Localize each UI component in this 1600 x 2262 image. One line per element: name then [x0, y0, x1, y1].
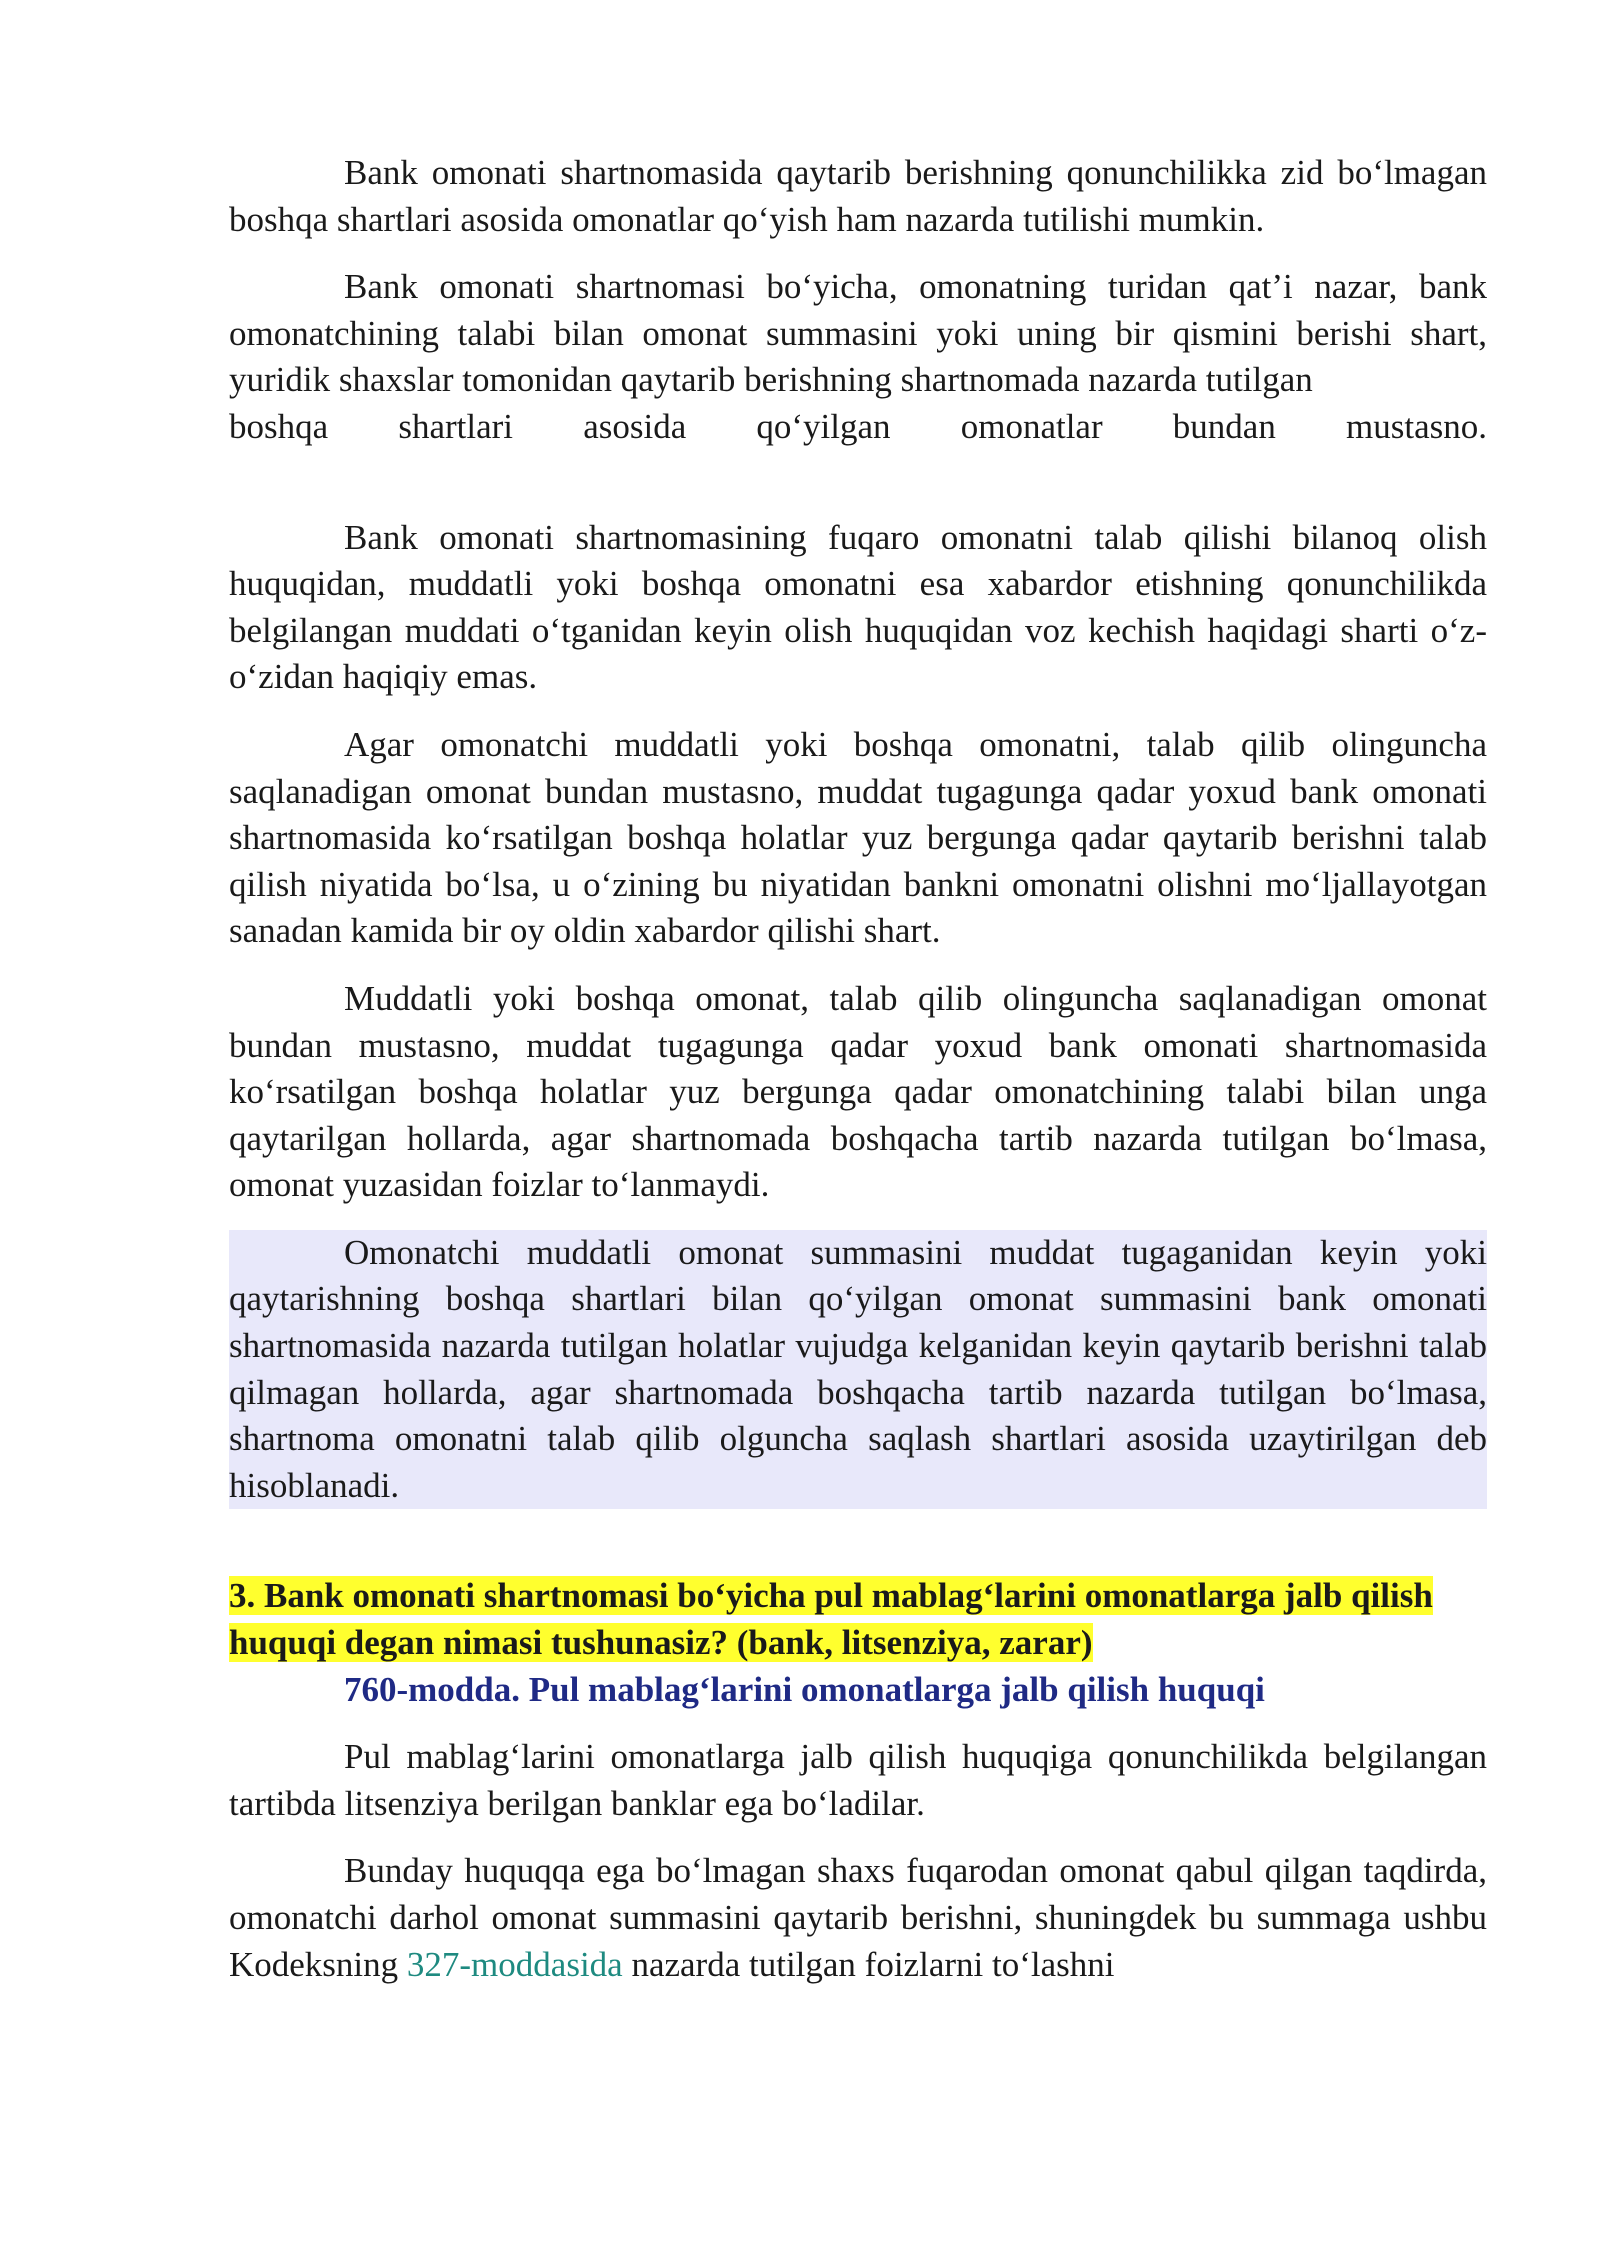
- highlighted-block: [229, 1230, 1487, 1510]
- paragraph-deposit-other-conditions: Bank omonati shartnomasida qaytarib berishning qonunchilikka zid bo‘lmagan boshqa shartlari asosida omonatlar qo‘yish ham nazarda tutilishi mumkin.: [229, 153, 1487, 239]
- article-title: 760-modda. Pul mablag‘larini omonatlarga jalb qilish huquqi: [344, 1669, 1265, 1709]
- paragraph-deposit-extended: Omonatchi muddatli omonat summasini muddat tugaganidan keyin yoki qaytarishning boshqa shartlari bilan qo‘yilgan omonat summasini bank omonati shartnomasida nazarda tutilgan holatlar vujudga kelganidan keyin qaytarib berishni talab qilmagan hollarda, agar shartnomada boshqacha tartib nazarda tutilgan bo‘lmasa, shartnoma omonatni talab qilib olguncha saqlash shartlari asosida uzaytirilgan deb hisoblanadi.: [229, 1232, 1487, 1505]
- paragraph-deposit-return-obligation-text: Bank omonati shartnomasi bo‘yicha, omonatning turidan qat’i nazar, bank omonatchining talabi bilan omonat summasini yoki uning bir qismini berishi shart, yuridik shaxslar tomonidan qaytarib berishning shartnomada nazarda tutilgan: [229, 267, 1487, 400]
- paragraph-notice-requirement: Agar omonatchi muddatli yoki boshqa omonatni, talab qilib olinguncha saqlanadigan omonat bundan mustasno, muddat tugagunga qadar yoxud bank omonati shartnomasida ko‘rsatilgan boshqa holatlar yuz bergunga qadar qaytarib berishni talab qilish niyatida bo‘lsa, u o‘zining bu niyatidan bankni omonatni olishni mo‘ljallayotgan sanadan kamida bir oy oldin xabardor qilishi shart.: [229, 724, 1487, 951]
- question-heading-text: 3. Bank omonati shartnomasi bo‘yicha pul mablag‘larini omonatlarga jalb qilish huquqi degan nimasi tushunasiz? (bank, litsenziya, zarar): [229, 1576, 1433, 1663]
- paragraph-unlicensed-deposit-end: nazarda tutilgan foizlarni to‘lashni: [622, 1944, 1115, 1984]
- paragraph-waiver-invalid: Bank omonati shartnomasining fuqaro omonatni talab qilishi bilanoq olish huquqidan, muddatli yoki boshqa omonatni esa xabardor etishning qonunchilikda belgilangan muddati o‘tganidan keyin olish huquqidan voz kechish haqidagi sharti o‘z-o‘zidan haqiqiy emas.: [229, 517, 1487, 697]
- document-page: [229, 150, 1487, 1988]
- paragraph-unlicensed-deposit: [229, 1848, 1487, 1988]
- paragraph-deposit-return-obligation-last-line: boshqa shartlari asosida qo‘yilgan omonatlar bundan mustasno.: [229, 406, 1487, 446]
- paragraph-deposit-return-obligation: [229, 264, 1487, 450]
- paragraph-unlicensed-deposit-start: Bunday huquqqa ega bo‘lmagan shaxs fuqarodan omonat qabul qilgan taqdirda, omonatchi darhol omonat summasini qaytarib berishni, shuningdek bu summaga ushbu Kodeksning: [229, 1851, 1487, 1984]
- paragraph-interest-not-paid: Muddatli yoki boshqa omonat, talab qilib olinguncha saqlanadigan omonat bundan mustasno, muddat tugagunga qadar yoxud bank omonati shartnomasida ko‘rsatilgan boshqa holatlar yuz bergunga qadar omonatchining talabi bilan unga qaytarilgan hollarda, agar shartnomada boshqacha tartib nazarda tutilgan bo‘lmasa, omonat yuzasidan foizlar to‘lanmaydi.: [229, 978, 1487, 1205]
- question-heading: [229, 1573, 1487, 1666]
- paragraph-license-banks: Pul mablag‘larini omonatlarga jalb qilish huquqiga qonunchilikda belgilangan tartibda litsenziya berilgan banklar ega bo‘ladilar.: [229, 1737, 1487, 1823]
- article-327-link[interactable]: 327-moddasida: [406, 1944, 623, 1984]
